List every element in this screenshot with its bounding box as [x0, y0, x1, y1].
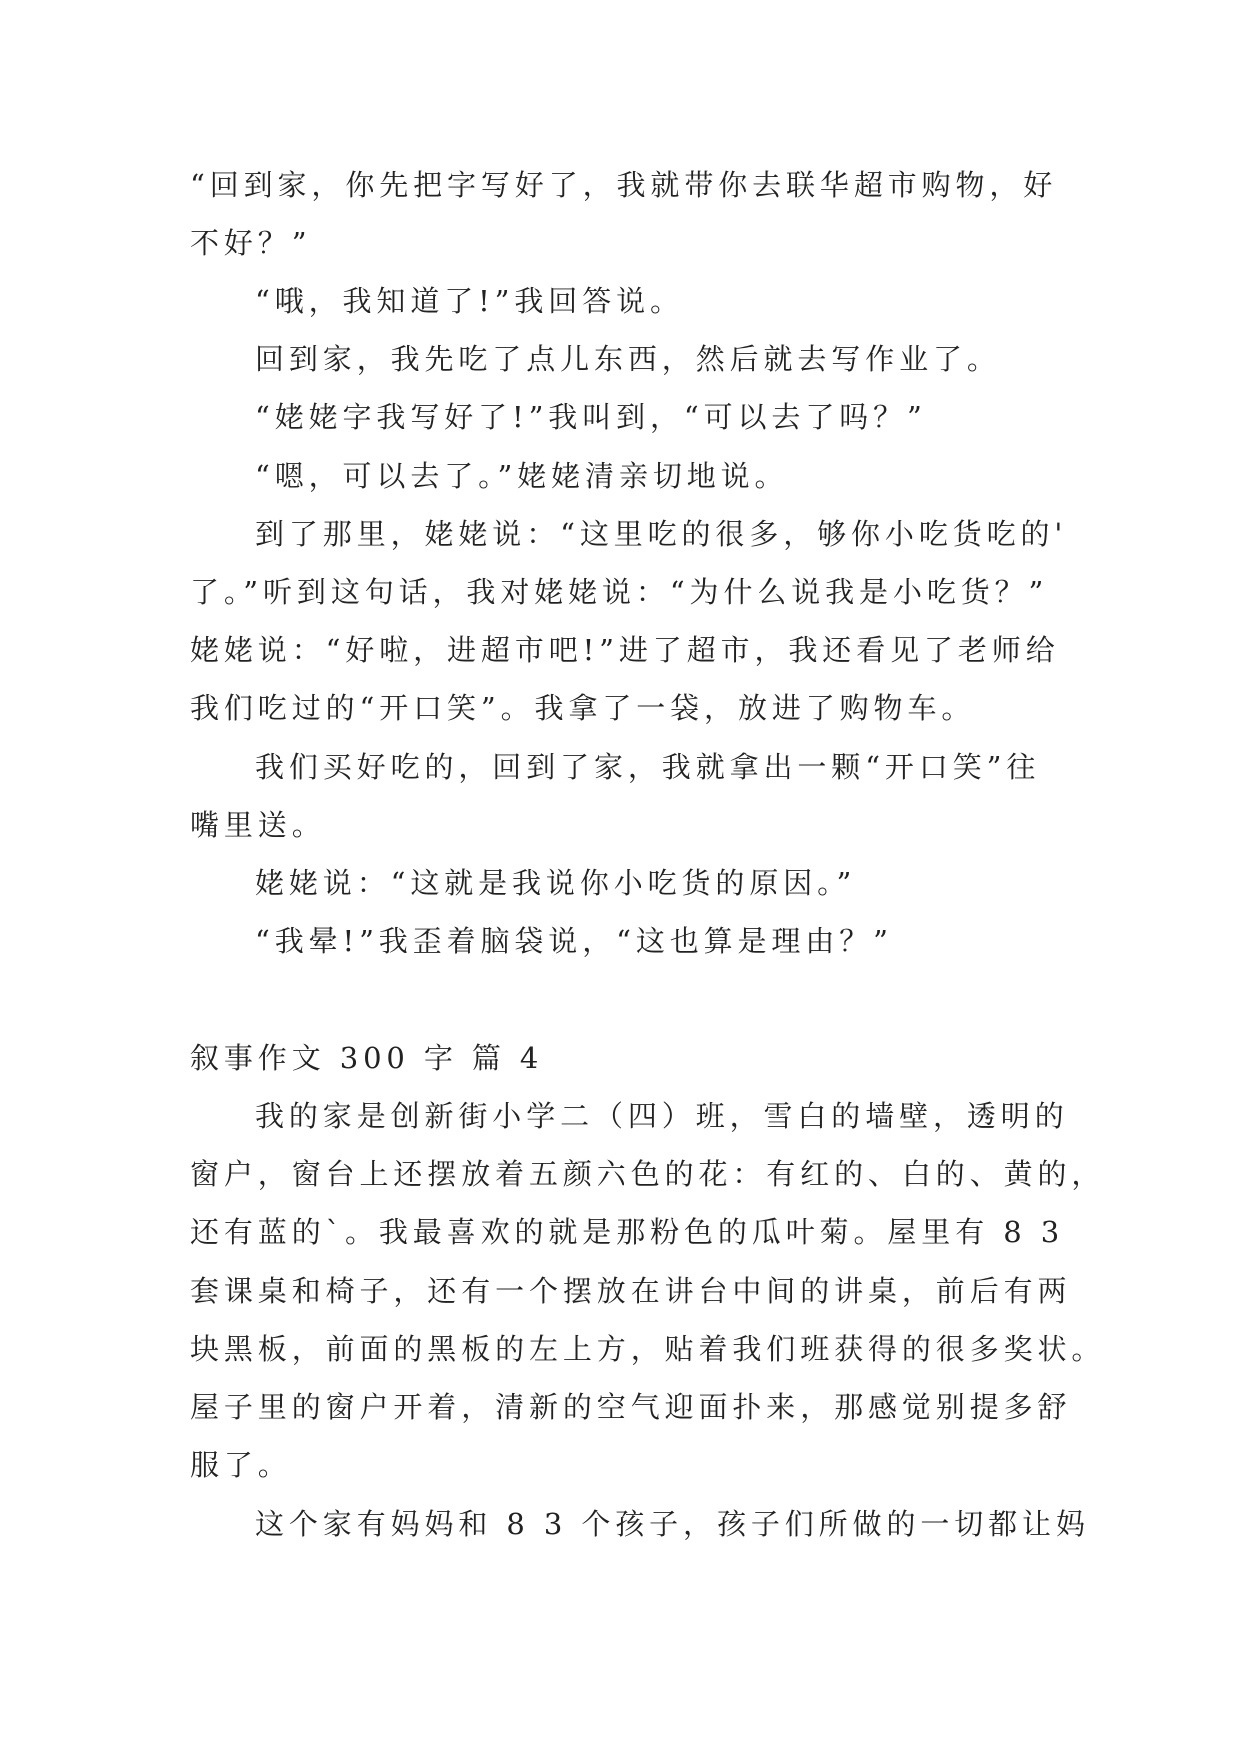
- paragraph-line: 窗户，窗台上还摆放着五颜六色的花：有红的、白的、黄的，: [190, 1157, 1106, 1191]
- paragraph-line: “哦，我知道了!”我回答说。: [255, 284, 684, 318]
- paragraph-line: 到了那里，姥姥说：“这里吃的很多，够你小吃货吃的': [255, 517, 1068, 551]
- paragraph-line: “嗯，可以去了。”姥姥清亲切地说。: [255, 459, 789, 493]
- paragraph-line: 我的家是创新街小学二（四）班，雪白的墙壁，透明的: [255, 1099, 1069, 1133]
- paragraph-line: 我们吃过的“开口笑”。我拿了一袋，放进了购物车。: [190, 691, 976, 725]
- paragraph-line: “回到家，你先把字写好了，我就带你去联华超市购物，好: [190, 168, 1058, 202]
- paragraph-line: 嘴里送。: [190, 808, 326, 842]
- paragraph-line: 我们买好吃的，回到了家，我就拿出一颗“开口笑”往: [255, 750, 1041, 784]
- paragraph-line: “姥姥字我写好了!”我叫到，“可以去了吗？”: [255, 400, 927, 434]
- paragraph-line: 姥姥说：“这就是我说你小吃货的原因。”: [255, 866, 857, 900]
- paragraph-line: “我晕!”我歪着脑袋说，“这也算是理由？”: [255, 924, 893, 958]
- paragraph-line: 还有蓝的`。我最喜欢的就是那粉色的瓜叶菊。屋里有 8 3: [190, 1215, 1065, 1249]
- paragraph-line: 块黑板，前面的黑板的左上方，贴着我们班获得的很多奖状。: [190, 1332, 1106, 1366]
- paragraph-line: 不好？”: [190, 226, 312, 260]
- paragraph-line: 回到家，我先吃了点儿东西，然后就去写作业了。: [255, 342, 1001, 376]
- paragraph-line: 套课桌和椅子，还有一个摆放在讲台中间的讲桌，前后有两: [190, 1274, 1072, 1308]
- paragraph-line: 屋子里的窗户开着，清新的空气迎面扑来，那感觉别提多舒: [190, 1390, 1072, 1424]
- section-heading: 叙事作文 300 字 篇 4: [190, 1041, 544, 1075]
- paragraph-line: 这个家有妈妈和 8 3 个孩子，孩子们所做的一切都让妈: [255, 1507, 1090, 1541]
- paragraph-line: 姥姥说：“好啦，进超市吧!”进了超市，我还看见了老师给: [190, 633, 1060, 667]
- paragraph-line: 了。”听到这句话，我对姥姥说：“为什么说我是小吃货？”: [190, 575, 1049, 609]
- paragraph-line: 服了。: [190, 1448, 292, 1482]
